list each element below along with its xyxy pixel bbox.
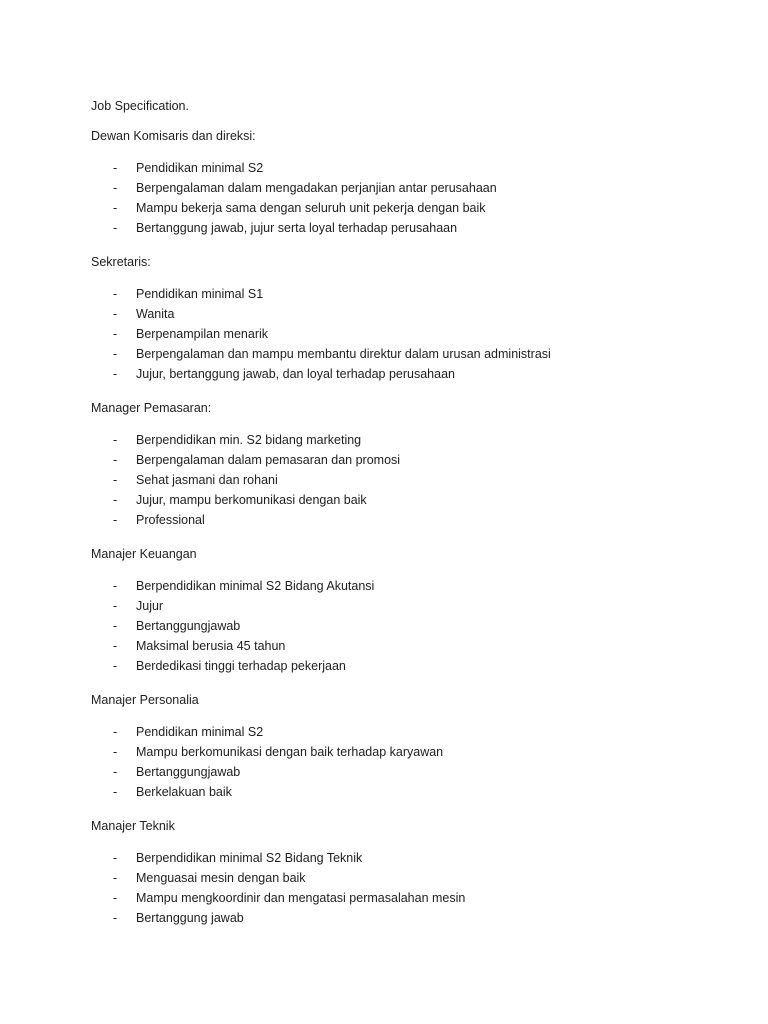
list-item (91, 848, 728, 868)
list-item (91, 596, 728, 616)
list-item (91, 304, 728, 324)
list-item (91, 284, 728, 304)
list-item-text: Maksimal berusia 45 tahun (136, 639, 286, 653)
requirement-list (91, 576, 728, 676)
dash-bullet-icon: - (113, 851, 118, 865)
section-heading: Sekretaris: (91, 255, 151, 269)
list-item-text: Sehat jasmani dan rohani (136, 473, 278, 487)
dash-bullet-icon: - (113, 181, 118, 195)
list-item (91, 470, 728, 490)
list-item-text: Pendidikan minimal S1 (136, 287, 264, 301)
dash-bullet-icon: - (113, 201, 118, 215)
list-item-text: Berdedikasi tinggi terhadap pekerjaan (136, 659, 346, 673)
list-item-text: Bertanggungjawab (136, 619, 241, 633)
dash-bullet-icon: - (113, 871, 118, 885)
list-item (91, 324, 728, 344)
requirement-list (91, 430, 728, 530)
dash-bullet-icon: - (113, 287, 118, 301)
dash-bullet-icon: - (113, 785, 118, 799)
sections (91, 126, 728, 928)
dash-bullet-icon: - (113, 599, 118, 613)
dash-bullet-icon: - (113, 765, 118, 779)
list-item (91, 198, 728, 218)
list-item (91, 430, 728, 450)
list-item (91, 868, 728, 888)
section (91, 690, 728, 802)
list-item-text: Bertanggungjawab (136, 765, 241, 779)
dash-bullet-icon: - (113, 453, 118, 467)
section-heading: Manager Pemasaran: (91, 401, 212, 415)
section-heading: Manajer Keuangan (91, 547, 197, 561)
document-page (91, 96, 728, 942)
list-item-text: Jujur, mampu berkomunikasi dengan baik (136, 493, 367, 507)
dash-bullet-icon: - (113, 725, 118, 739)
list-item-text: Berpenampilan menarik (136, 327, 269, 341)
dash-bullet-icon: - (113, 579, 118, 593)
dash-bullet-icon: - (113, 161, 118, 175)
dash-bullet-icon: - (113, 367, 118, 381)
section-heading: Manajer Personalia (91, 693, 199, 707)
list-item-text: Bertanggung jawab (136, 911, 244, 925)
list-item (91, 742, 728, 762)
list-item-text: Jujur (136, 599, 164, 613)
dash-bullet-icon: - (113, 493, 118, 507)
requirement-list (91, 848, 728, 928)
document-title: Job Specification. (91, 99, 189, 113)
list-item-text: Berpengalaman dan mampu membantu direktur dalam urusan administrasi (136, 347, 551, 361)
list-item-text: Pendidikan minimal S2 (136, 725, 264, 739)
requirement-list (91, 158, 728, 238)
dash-bullet-icon: - (113, 639, 118, 653)
list-item (91, 888, 728, 908)
section-heading: Dewan Komisaris dan direksi: (91, 129, 256, 143)
list-item-text: Mampu berkomunikasi dengan baik terhadap karyawan (136, 745, 444, 759)
dash-bullet-icon: - (113, 433, 118, 447)
list-item-text: Berkelakuan baik (136, 785, 232, 799)
list-item (91, 178, 728, 198)
list-item (91, 722, 728, 742)
list-item (91, 344, 728, 364)
requirement-list (91, 722, 728, 802)
list-item (91, 762, 728, 782)
list-item (91, 908, 728, 928)
list-item (91, 636, 728, 656)
list-item (91, 490, 728, 510)
dash-bullet-icon: - (113, 307, 118, 321)
dash-bullet-icon: - (113, 327, 118, 341)
dash-bullet-icon: - (113, 513, 118, 527)
list-item-text: Berpengalaman dalam mengadakan perjanjian antar perusahaan (136, 181, 497, 195)
list-item-text: Bertanggung jawab, jujur serta loyal terhadap perusahaan (136, 221, 458, 235)
list-item-text: Menguasai mesin dengan baik (136, 871, 306, 885)
requirement-list (91, 284, 728, 384)
list-item (91, 782, 728, 802)
list-item-text: Mampu mengkoordinir dan mengatasi permasalahan mesin (136, 891, 466, 905)
dash-bullet-icon: - (113, 473, 118, 487)
dash-bullet-icon: - (113, 659, 118, 673)
list-item-text: Pendidikan minimal S2 (136, 161, 264, 175)
list-item (91, 616, 728, 636)
section (91, 398, 728, 530)
list-item-text: Berpengalaman dalam pemasaran dan promosi (136, 453, 401, 467)
list-item-text: Mampu bekerja sama dengan seluruh unit pekerja dengan baik (136, 201, 486, 215)
list-item-text: Berpendidikan minimal S2 Bidang Teknik (136, 851, 363, 865)
dash-bullet-icon: - (113, 745, 118, 759)
list-item (91, 510, 728, 530)
list-item (91, 656, 728, 676)
list-item-text: Jujur, bertanggung jawab, dan loyal terhadap perusahaan (136, 367, 455, 381)
list-item (91, 364, 728, 384)
section (91, 816, 728, 928)
dash-bullet-icon: - (113, 221, 118, 235)
section-heading: Manajer Teknik (91, 819, 175, 833)
dash-bullet-icon: - (113, 347, 118, 361)
dash-bullet-icon: - (113, 911, 118, 925)
section (91, 544, 728, 676)
list-item (91, 218, 728, 238)
dash-bullet-icon: - (113, 891, 118, 905)
section (91, 126, 728, 238)
list-item-text: Wanita (136, 307, 175, 321)
list-item-text: Berpendidikan min. S2 bidang marketing (136, 433, 362, 447)
list-item (91, 450, 728, 470)
list-item (91, 576, 728, 596)
section (91, 252, 728, 384)
list-item-text: Berpendidikan minimal S2 Bidang Akutansi (136, 579, 375, 593)
list-item-text: Professional (136, 513, 205, 527)
list-item (91, 158, 728, 178)
dash-bullet-icon: - (113, 619, 118, 633)
